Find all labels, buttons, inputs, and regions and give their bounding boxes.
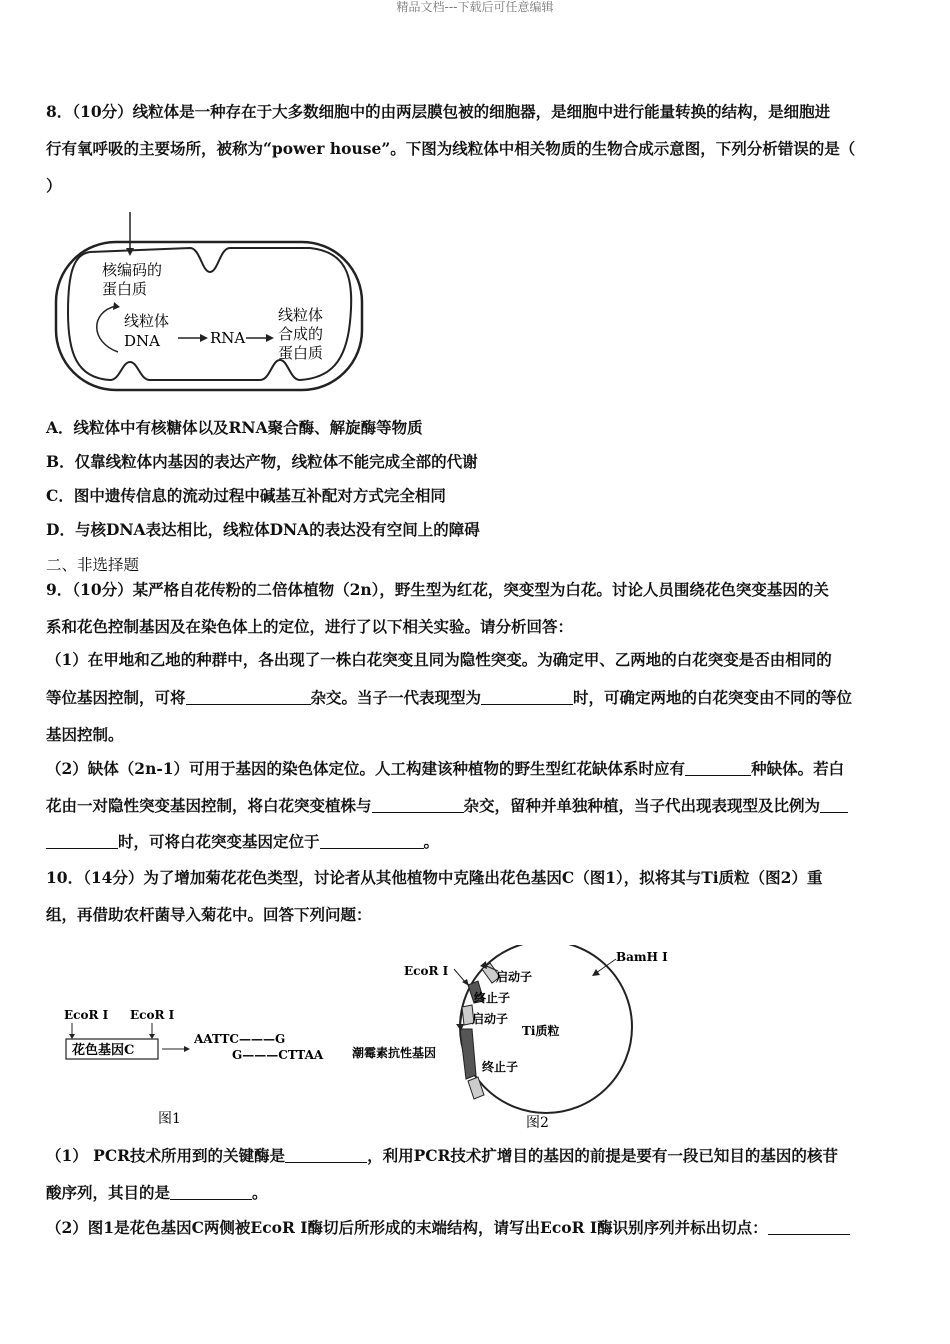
mitochondrion-diagram <box>50 212 370 397</box>
fig2-resistance-label: 潮霉素抗性基因 <box>352 1046 437 1060</box>
fig2-terminator-2: 终止子 <box>482 1060 519 1074</box>
q10-part2-text: （2）图1是花色基因C两侧被EcoR I酶切后所形成的末端结构，请写出EcoR I酶识别序列并标出切点： <box>46 1218 768 1237</box>
q9-part2-line2 <box>46 797 906 815</box>
q9-part1-text-b: 杂交。当子一代表现型为 <box>310 688 482 707</box>
fig1-caption: 图1 <box>158 1111 181 1127</box>
q9-part2-text-c: 花由一对隐性突变基因控制，将白花突变植株与 <box>46 796 372 815</box>
fig2-caption: 图2 <box>526 1115 549 1131</box>
fig1-sequence-bottom: G———CTTAA <box>232 1048 324 1062</box>
figure-1 <box>60 1005 350 1130</box>
q9-part2-text-f: 。 <box>423 832 440 851</box>
q10-stem-line1: 10．（14分）为了增加菊花花色类型，讨论者从其他植物中克隆出花色基因C（图1），拟将其与Ti质粒（图2）重 <box>46 868 823 887</box>
q9-part2-text-b: 种缺体。若白 <box>751 759 845 778</box>
q9-blank-3[interactable] <box>685 761 751 776</box>
fig2-terminator-1: 终止子 <box>474 991 511 1005</box>
q10-blank-1[interactable] <box>285 1148 367 1163</box>
figure-2 <box>350 945 680 1135</box>
q9-blank-6[interactable] <box>320 834 424 849</box>
q10-blank-3[interactable] <box>768 1220 850 1235</box>
q10-blank-2[interactable] <box>170 1185 252 1200</box>
q10-part1-text-c: 酸序列，其目的是 <box>46 1183 171 1202</box>
fig1-ecor-left: EcoR Ⅰ <box>64 1008 109 1022</box>
q9-part2-text-e: 时，可将白花突变基因定位于 <box>118 832 320 851</box>
q10-part1-text-a: （1） PCR技术所用到的关键酶是 <box>46 1146 286 1165</box>
q9-part2-text-d: 杂交，留种并单独种植，当子代出现表现型及比例为 <box>463 796 821 815</box>
q10-part2-line1 <box>46 1219 906 1237</box>
q9-stem-line2: 系和花色控制基因及在染色体上的定位，进行了以下相关实验。请分析回答： <box>46 617 574 636</box>
q8-stem-line3: ） <box>46 176 62 195</box>
q9-stem-line1: 9．（10分）某严格自花传粉的二倍体植物（2n），野生型为红花，突变型为白花。讨论人员围绕花色突变基因的关 <box>46 580 829 599</box>
fig2-ti-label: Ti质粒 <box>522 1024 560 1038</box>
q9-part1-line3: 基因控制。 <box>46 725 124 744</box>
q10-stem-line2: 组，再借助农杆菌导入菊花中。回答下列问题： <box>46 905 372 924</box>
fig2-bamh-label: BamH Ⅰ <box>616 950 668 964</box>
fig1-ecor-right: EcoR Ⅰ <box>130 1008 175 1022</box>
q8-option-b[interactable]: B．仅靠线粒体内基因的表达产物，线粒体不能完成全部的代谢 <box>46 452 478 471</box>
section-title: 二、非选择题 <box>46 556 140 574</box>
q9-blank-2[interactable] <box>481 690 573 705</box>
fig2-ecor-label: EcoR Ⅰ <box>404 964 449 978</box>
nuclear-protein-label-1: 核编码的 <box>102 261 163 279</box>
q10-part1-text-b: ，利用PCR技术扩增目的基因的前提是要有一段已知目的基因的核苷 <box>367 1146 838 1165</box>
q9-part1-text-c: 时，可确定两地的白花突变由不同的等位 <box>573 688 853 707</box>
q9-blank-4[interactable] <box>372 798 464 813</box>
q9-part2-line1 <box>46 760 906 778</box>
q9-part2-line3 <box>46 833 906 851</box>
q9-blank-5a[interactable] <box>820 798 848 813</box>
mt-dna-label-1: 线粒体 <box>124 312 170 330</box>
q10-part1-text-d: 。 <box>252 1183 268 1202</box>
q8-stem-line1: 8．（10分）线粒体是一种存在于大多数细胞中的由两层膜包被的细胞器，是细胞中进行能量转换的结构，是细胞进 <box>46 102 831 121</box>
q9-part1-line1: （1）在甲地和乙地的种群中，各出现了一株白花突变且同为隐性突变。为确定甲、乙两地的白花突变是否由相同的 <box>46 650 832 669</box>
q9-part1-text-a: 等位基因控制，可将 <box>46 688 186 707</box>
mt-protein-label-3: 蛋白质 <box>278 344 324 362</box>
fig2-promoter-1: 启动子 <box>496 970 533 984</box>
mt-protein-label-2: 合成的 <box>278 325 324 343</box>
page-header: 精品文档---下载后可任意编辑 <box>396 0 554 14</box>
mt-protein-label-1: 线粒体 <box>278 306 324 324</box>
fig1-gene-label: 花色基因C <box>72 1043 135 1058</box>
q10-part1-line1 <box>46 1147 906 1165</box>
q8-option-d[interactable]: D．与核DNA表达相比，线粒体DNA的表达没有空间上的障碍 <box>46 520 480 539</box>
q9-part1-line2 <box>46 689 906 707</box>
fig1-sequence-top: AATTC———G <box>194 1032 286 1046</box>
mt-dna-label-2: DNA <box>124 332 160 350</box>
rna-label: RNA <box>210 329 246 347</box>
q9-part2-text-a: （2）缺体（2n-1）可用于基因的染色体定位。人工构建该种植物的野生型红花缺体系时应有 <box>46 759 686 778</box>
q8-option-c[interactable]: C．图中遗传信息的流动过程中碱基互补配对方式完全相同 <box>46 486 446 505</box>
q8-stem-line2: 行有氧呼吸的主要场所，被称为“power house”。下图为线粒体中相关物质的生物合成示意图，下列分析错误的是（ <box>46 139 856 158</box>
q9-blank-5b[interactable] <box>46 834 118 849</box>
q9-blank-1[interactable] <box>186 690 311 705</box>
q8-option-a[interactable]: A．线粒体中有核糖体以及RNA聚合酶、解旋酶等物质 <box>46 418 423 437</box>
q10-part1-line2 <box>46 1184 906 1202</box>
nuclear-protein-label-2: 蛋白质 <box>102 280 148 298</box>
fig2-promoter-2: 启动子 <box>472 1012 509 1026</box>
